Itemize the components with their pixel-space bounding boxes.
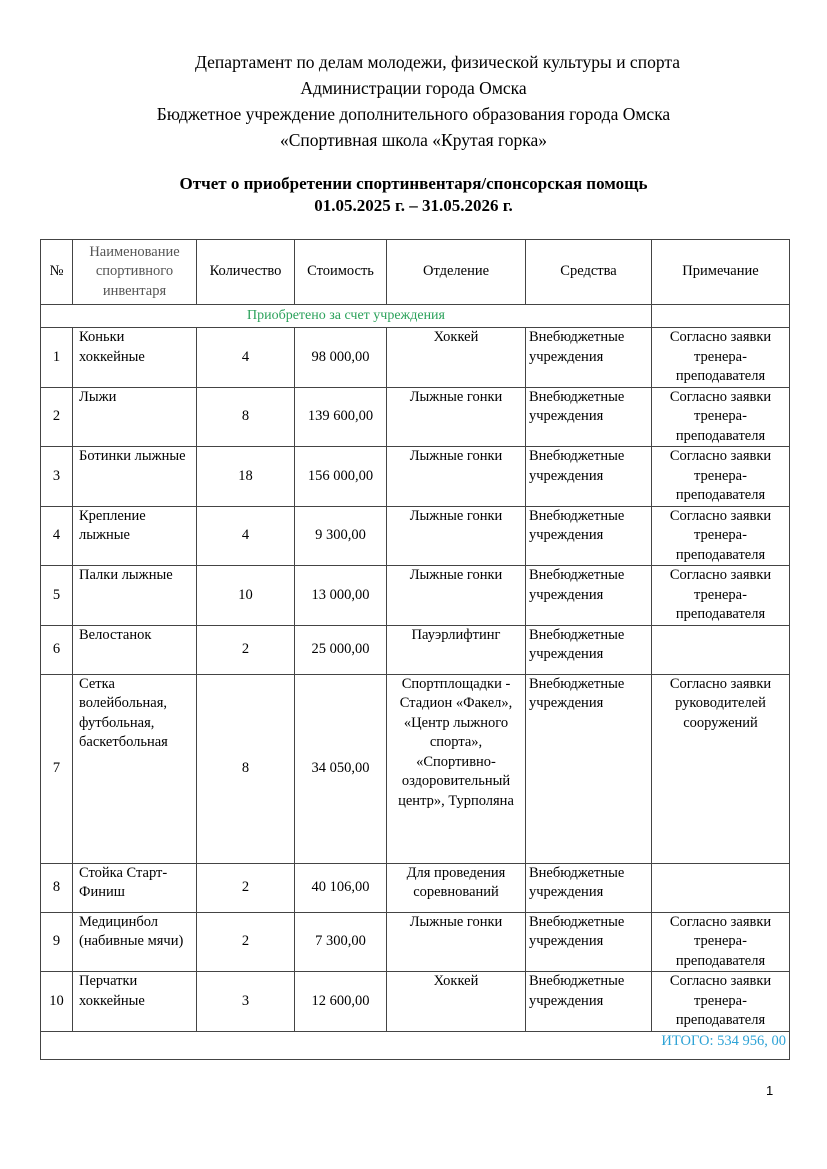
item-funding: Внебюджетные учреждения: [526, 972, 652, 1032]
item-funding: Внебюджетные учреждения: [526, 387, 652, 447]
item-note: Согласно заявки тренера-преподавателя: [652, 912, 790, 972]
row-number: 1: [41, 328, 73, 388]
item-quantity: 2: [197, 863, 295, 912]
report-title: Отчет о приобретении спортинвентаря/спонсорская помощь: [179, 174, 648, 193]
item-quantity: 4: [197, 328, 295, 388]
table-row: [41, 447, 790, 507]
item-quantity: 2: [197, 912, 295, 972]
header-line-3: Бюджетное учреждение дополнительного образования города Омска: [156, 104, 671, 124]
item-department: Лыжные гонки: [387, 506, 526, 566]
col-header-fund: Средства: [526, 240, 652, 305]
total-value: ИТОГО: 534 956, 00: [41, 1031, 790, 1059]
section-row: [41, 305, 790, 328]
item-note: Согласно заявки руководителей сооружений: [652, 674, 790, 863]
item-cost: 25 000,00: [295, 625, 387, 674]
item-note: [652, 625, 790, 674]
table-row: [41, 863, 790, 912]
item-cost: 9 300,00: [295, 506, 387, 566]
item-cost: 139 600,00: [295, 387, 387, 447]
section-label: Приобретено за счет учреждения: [41, 305, 652, 328]
report-period: 01.05.2025 г. – 31.05.2026 г.: [314, 196, 513, 215]
row-number: 3: [41, 447, 73, 507]
item-note: Согласно заявки тренера-преподавателя: [652, 566, 790, 626]
table-row: [41, 387, 790, 447]
item-cost: 34 050,00: [295, 674, 387, 863]
item-note: Согласно заявки тренера-преподавателя: [652, 506, 790, 566]
section-empty-cell: [652, 305, 790, 328]
col-header-qty: Количество: [197, 240, 295, 305]
item-department: Лыжные гонки: [387, 387, 526, 447]
item-department: Лыжные гонки: [387, 566, 526, 626]
item-funding: Внебюджетные учреждения: [526, 328, 652, 388]
item-note: Согласно заявки тренера-преподавателя: [652, 972, 790, 1032]
table-row: [41, 328, 790, 388]
item-department: Для проведения соревнований: [387, 863, 526, 912]
header-line-2: Администрации города Омска: [300, 78, 527, 98]
row-number: 6: [41, 625, 73, 674]
table-row: [41, 625, 790, 674]
item-name: Стойка Старт-Финиш: [73, 863, 197, 912]
item-quantity: 8: [197, 387, 295, 447]
item-funding: Внебюджетные учреждения: [526, 863, 652, 912]
row-number: 2: [41, 387, 73, 447]
total-row: [41, 1031, 790, 1059]
item-name: Крепление лыжные: [73, 506, 197, 566]
item-name: Сетка волейбольная, футбольная, баскетбольная: [73, 674, 197, 863]
table-header-row: [41, 240, 790, 305]
item-name: Лыжи: [73, 387, 197, 447]
item-name: Палки лыжные: [73, 566, 197, 626]
item-name: Ботинки лыжные: [73, 447, 197, 507]
item-cost: 98 000,00: [295, 328, 387, 388]
item-cost: 156 000,00: [295, 447, 387, 507]
row-number: 10: [41, 972, 73, 1032]
item-department: Пауэрлифтинг: [387, 625, 526, 674]
item-note: Согласно заявки тренера-преподавателя: [652, 387, 790, 447]
row-number: 8: [41, 863, 73, 912]
item-name: Перчатки хоккейные: [73, 972, 197, 1032]
item-cost: 12 600,00: [295, 972, 387, 1032]
table-row: [41, 912, 790, 972]
item-department: Спортплощадки - Стадион «Факел», «Центр лыжного спорта», «Спортивно-оздоровительный центр», Турполяна: [387, 674, 526, 863]
table-row: [41, 674, 790, 863]
col-header-cost: Стоимость: [295, 240, 387, 305]
item-funding: Внебюджетные учреждения: [526, 506, 652, 566]
table-row: [41, 506, 790, 566]
item-name: Медицинбол (набивные мячи): [73, 912, 197, 972]
item-quantity: 18: [197, 447, 295, 507]
item-quantity: 10: [197, 566, 295, 626]
item-cost: 40 106,00: [295, 863, 387, 912]
row-number: 4: [41, 506, 73, 566]
item-quantity: 2: [197, 625, 295, 674]
item-quantity: 4: [197, 506, 295, 566]
table-row: [41, 566, 790, 626]
item-funding: Внебюджетные учреждения: [526, 625, 652, 674]
item-cost: 7 300,00: [295, 912, 387, 972]
item-cost: 13 000,00: [295, 566, 387, 626]
item-funding: Внебюджетные учреждения: [526, 674, 652, 863]
item-department: Лыжные гонки: [387, 447, 526, 507]
row-number: 5: [41, 566, 73, 626]
item-department: Хоккей: [387, 328, 526, 388]
item-note: Согласно заявки тренера-преподавателя: [652, 328, 790, 388]
page-number: 1: [766, 1083, 774, 1098]
col-header-name: Наименование спортивного инвентаря: [73, 240, 197, 305]
item-funding: Внебюджетные учреждения: [526, 912, 652, 972]
item-name: Велостанок: [73, 625, 197, 674]
item-quantity: 8: [197, 674, 295, 863]
item-department: Хоккей: [387, 972, 526, 1032]
table-row: [41, 972, 790, 1032]
item-funding: Внебюджетные учреждения: [526, 447, 652, 507]
header-line-4: «Спортивная школа «Крутая горка»: [279, 130, 548, 150]
item-note: [652, 863, 790, 912]
item-name: Коньки хоккейные: [73, 328, 197, 388]
col-header-note: Примечание: [652, 240, 790, 305]
item-funding: Внебюджетные учреждения: [526, 566, 652, 626]
report-table: [40, 239, 790, 1060]
col-header-num: №: [41, 240, 73, 305]
header-line-1: Департамент по делам молодежи, физической культуры и спорта: [195, 52, 680, 72]
row-number: 9: [41, 912, 73, 972]
col-header-dept: Отделение: [387, 240, 526, 305]
item-quantity: 3: [197, 972, 295, 1032]
item-note: Согласно заявки тренера-преподавателя: [652, 447, 790, 507]
item-department: Лыжные гонки: [387, 912, 526, 972]
row-number: 7: [41, 674, 73, 863]
